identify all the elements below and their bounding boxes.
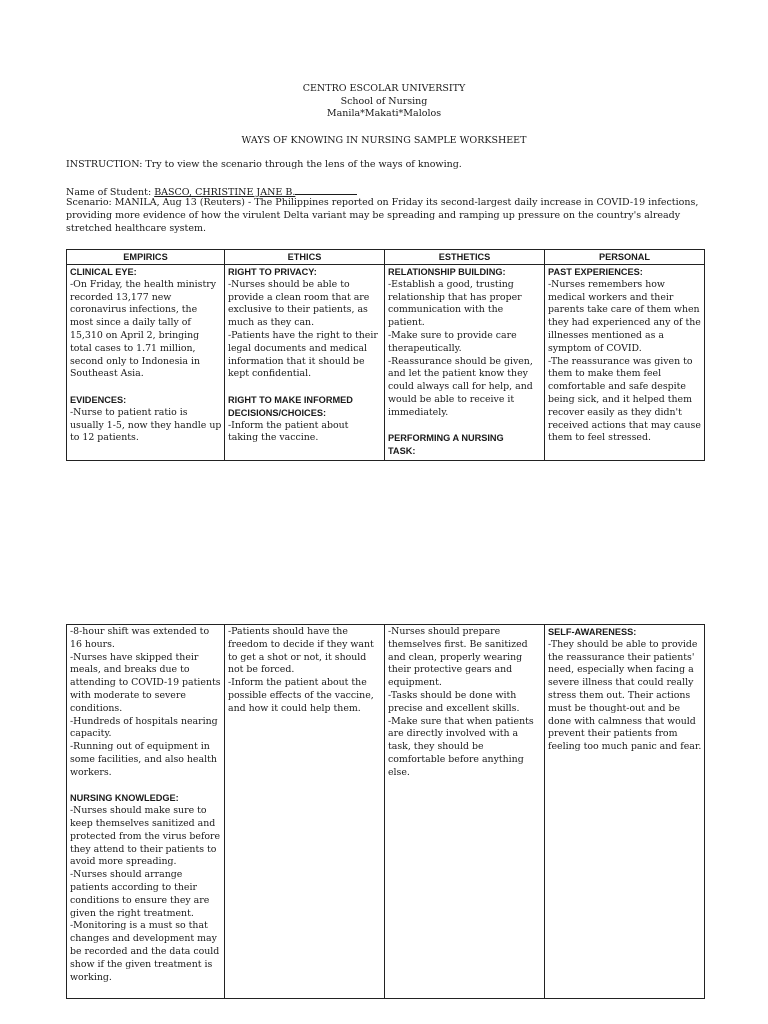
cell-line: them to make them feel [548,368,662,380]
esthetics-cell [385,265,545,461]
cell-line: need, especially when facing a [548,664,694,676]
cell-line: must be thought-out and be [548,702,681,714]
cell-line: them to feel stressed. [548,432,651,444]
cell-line: stress them out. Their actions [548,689,691,701]
cell-line: information that it should be [228,355,365,367]
cell-line: 16 hours. [70,638,115,650]
ethics-cell-cont [225,625,385,999]
cell-line: else. [388,766,410,778]
cell-line: -The reassurance was given to [548,355,693,367]
cell-line: symptom of COVID. [548,342,642,354]
university-name: CENTRO ESCOLAR UNIVERSITY [302,83,466,94]
cell-line: workers. [70,766,112,778]
empirics-cell [67,265,225,461]
cell-line: therapeutically. [388,342,462,354]
scenario-line-2: providing more evidence of how the virulent Delta variant may be spreading and ramping up pressure on the country's already [66,210,681,221]
cell-line: -Monitoring is a must so that [70,920,208,932]
header-ethics: ETHICS [225,250,385,265]
cell-line: -Nurses have skipped their [70,651,199,663]
cell-line: patient. [388,317,425,329]
nursing-task-heading: PERFORMING A NURSING [388,433,504,444]
right-to-privacy-heading: RIGHT TO PRIVACY: [228,267,317,277]
cell-line: -Nurses should be able to [228,278,350,290]
cell-line: kept confidential. [228,368,312,380]
evidences-heading: EVIDENCES: [70,394,127,405]
cell-line: -Tasks should be done with [388,689,517,701]
ethics-cell [225,265,385,461]
cell-line: second only to Indonesia in [70,355,201,367]
cell-line: not be forced. [228,664,295,676]
cell-line: -Establish a good, trusting [388,278,514,290]
worksheet-title: WAYS OF KNOWING IN NURSING SAMPLE WORKSHEET [241,135,527,146]
nursing-knowledge-heading: NURSING KNOWLEDGE: [70,793,179,804]
cell-line: recorded 13,177 new [70,291,172,303]
cell-line: conditions to ensure they are [70,894,210,906]
cell-line: immediately. [388,406,449,418]
cell-line: themselves first. Be sanitized [388,638,528,650]
cell-line: conditions. [70,702,123,714]
cell-line: to get a shot or not, it should [228,651,367,663]
cell-line: some facilities, and also health [70,753,217,765]
cell-line: capacity. [70,728,112,740]
cell-line: relationship that has proper [388,291,522,303]
self-awareness-heading: SELF-AWARENESS: [548,627,637,637]
cell-line: working. [70,971,112,983]
cell-line: -Running out of equipment in [70,741,210,753]
cell-line: recover easily as they didn't [548,406,682,418]
cell-line: protected from the virus before [70,830,221,842]
cell-line: be recorded and the data could [70,945,220,957]
cell-line: usually 1-5, now they handle up [70,419,222,431]
cell-line: feeling too much panic and fear. [548,741,702,753]
school-name: School of Nursing [340,96,428,107]
header-esthetics: ESTHETICS [385,250,545,265]
esthetics-cell-cont [385,625,545,999]
nursing-task-heading-cont: TASK: [388,446,416,457]
clinical-eye-heading: CLINICAL EYE: [70,267,137,277]
cell-line: most since a daily tally of [70,317,191,329]
cell-line: their protective gears and [388,664,513,676]
cell-line: and how it could help them. [228,702,361,714]
empirics-cell-cont [67,625,225,999]
cell-line: -Nurse to patient ratio is [70,406,188,418]
cell-line: task, they should be [388,741,484,753]
cell-line: total cases to 1.71 million, [70,342,196,354]
cell-line: -Nurses should make sure to [70,805,207,817]
cell-line: changes and development may [70,933,217,945]
cell-line: they had experienced any of the [548,317,701,329]
cell-line: keep themselves sanitized and [70,817,216,829]
cell-line: -Reassurance should be given, [388,355,533,367]
cell-line: legal documents and medical [228,342,367,354]
cell-line: and let the patient know they [388,368,528,380]
cell-line: being sick, and it helped them [548,393,692,405]
header-empirics: EMPIRICS [67,250,225,265]
cell-line: 15,310 on April 2, bringing [70,329,200,341]
cell-line: meals, and breaks due to [70,664,190,676]
header-personal: PERSONAL [545,250,705,265]
student-name: BASCO, CHRISTINE JANE B. [154,187,296,198]
cell-line: parents take care of them when [548,304,700,316]
cell-line: severe illness that could really [548,677,694,689]
personal-cell-cont [545,625,705,999]
cell-line: illnesses mentioned as a [548,329,664,341]
cell-line: comfortable and safe despite [548,381,686,393]
cell-line: given the right treatment. [70,907,194,919]
cell-line: the reassurance their patients' [548,651,695,663]
student-label: Name of Student: [66,187,155,198]
cell-line: precise and excellent skills. [388,702,520,714]
cell-line: -Nurses should prepare [388,626,501,637]
cell-line: taking the vaccine. [228,432,319,444]
cell-line: -Patients have the right to their [228,329,378,341]
cell-line: done with calmness that would [548,715,696,727]
cell-line: -Inform the patient about the [228,677,367,689]
campus-locations: Manila*Makati*Malolos [326,108,442,119]
cell-line: -Patients should have the [228,626,348,637]
cell-line: would be able to receive it [388,393,515,405]
scenario-line-1: Scenario: MANILA, Aug 13 (Reuters) - The Philippines reported on Friday its second-largest daily increase in COVID-19 infections, [66,197,699,208]
cell-line: patients according to their [70,881,197,893]
cell-line: comfortable before anything [388,753,524,765]
cell-line: medical workers and their [548,291,674,303]
cell-line: -On Friday, the health ministry [70,278,217,290]
instruction-text: INSTRUCTION: Try to view the scenario through the lens of the ways of knowing. [66,159,462,170]
cell-line: equipment. [388,677,442,689]
cell-line: possible effects of the vaccine, [228,689,374,701]
personal-cell [545,265,705,461]
cell-line: -Nurses should arrange [70,869,183,881]
cell-line: -Hundreds of hospitals nearing [70,715,218,727]
relationship-building-heading: RELATIONSHIP BUILDING: [388,267,506,277]
cell-line: avoid more spreading. [70,856,177,868]
cell-line: provide a clean room that are [228,291,370,303]
cell-line: they attend to their patients to [70,843,217,855]
cell-line: coronavirus infections, the [70,304,198,316]
cell-line: prevent their patients from [548,728,678,740]
cell-line: -Make sure to provide care [388,329,517,341]
cell-line: Southeast Asia. [70,368,144,380]
cell-line: with moderate to severe [70,689,186,701]
past-experiences-heading: PAST EXPERIENCES: [548,267,643,277]
cell-line: much as they can. [228,317,315,329]
cell-line: -They should be able to provide [548,638,698,650]
worksheet-table-page1 [66,249,705,461]
cell-line: -8-hour shift was extended to [70,626,210,637]
cell-line: attending to COVID-19 patients [70,677,221,689]
cell-line: received actions that may cause [548,419,701,431]
name-underline [295,185,357,195]
cell-line: to 12 patients. [70,432,139,444]
cell-line: -Make sure that when patients [388,715,534,727]
cell-line: -Nurses remembers how [548,278,665,290]
scenario-line-3: stretched healthcare system. [66,223,206,234]
informed-decisions-heading: RIGHT TO MAKE INFORMED [228,394,353,405]
cell-line: and clean, properly wearing [388,651,523,663]
cell-line: freedom to decide if they want [228,638,374,650]
cell-line: are directly involved with a [388,728,519,740]
cell-line: communication with the [388,304,504,316]
informed-decisions-heading-cont: DECISIONS/CHOICES: [228,407,327,418]
cell-line: could always call for help, and [388,381,533,393]
cell-line: -Inform the patient about [228,419,349,431]
worksheet-table-page2 [66,624,705,999]
cell-line: exclusive to their patients, as [228,304,368,316]
cell-line: show if the given treatment is [70,958,213,970]
